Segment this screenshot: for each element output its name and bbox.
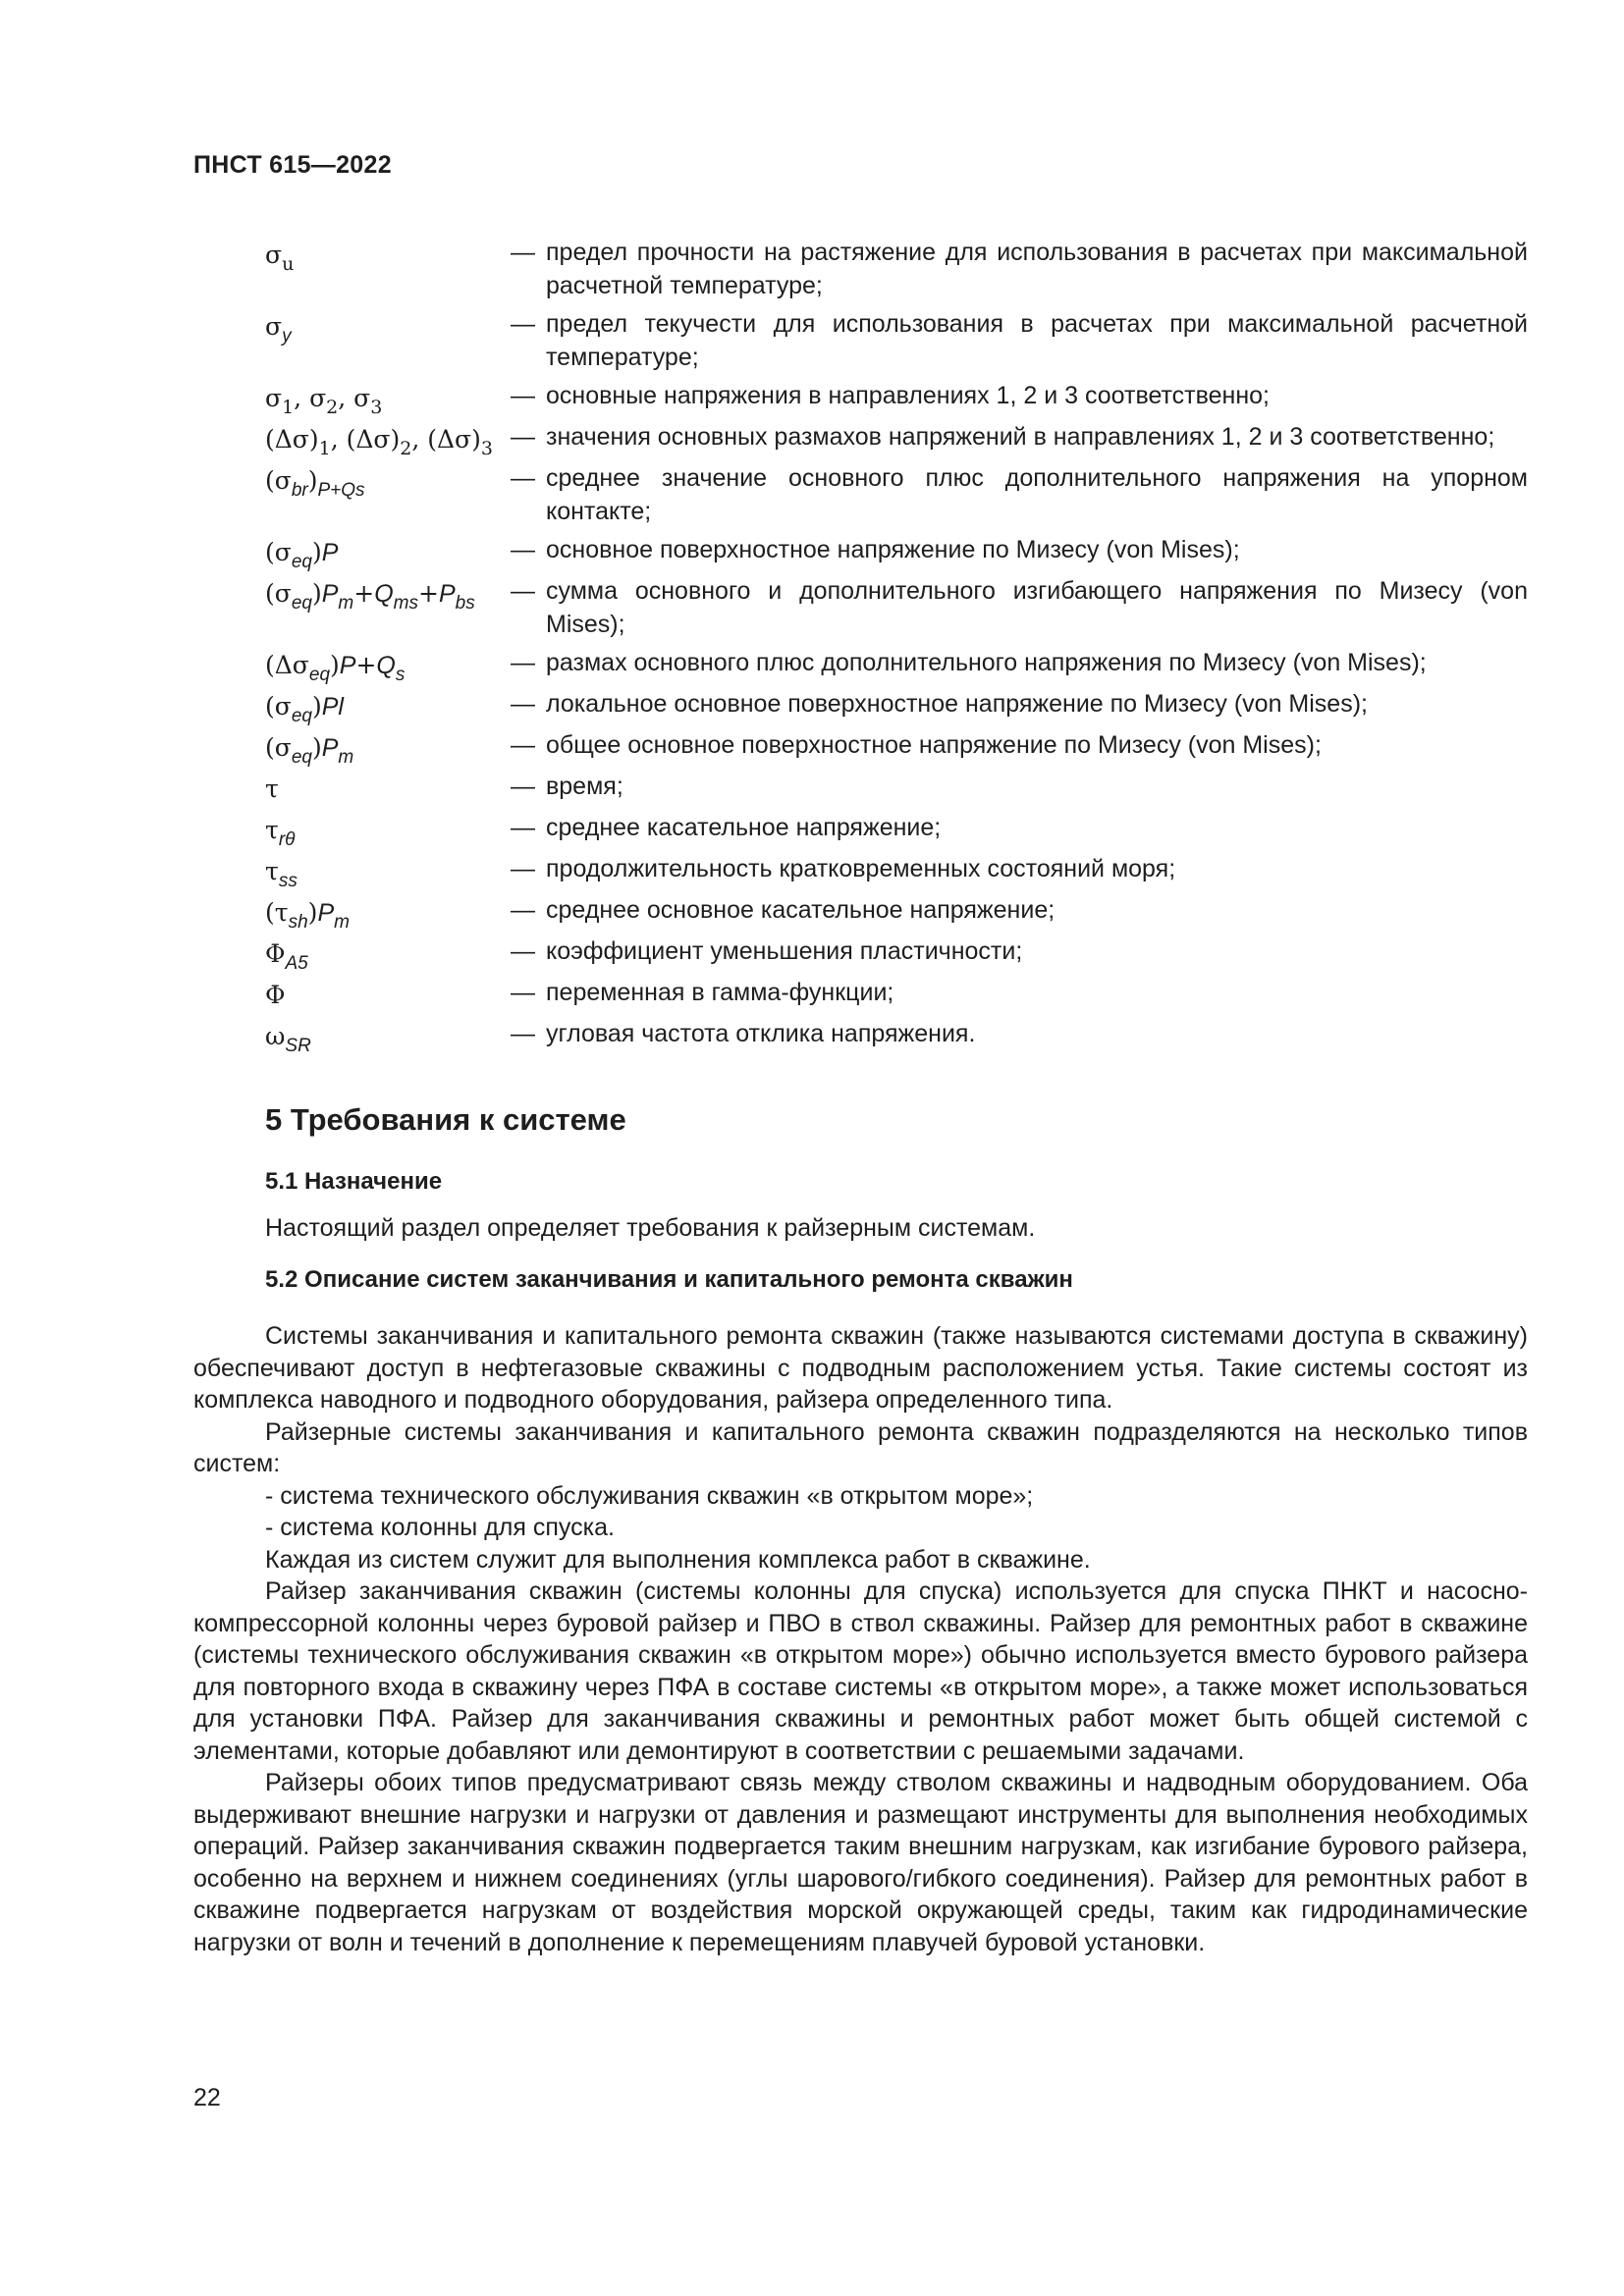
dash: — (511, 310, 535, 338)
symbol-row (265, 420, 1528, 459)
symbol-part: , (Δσ) (411, 425, 481, 454)
symbol-part: (Δσ) (265, 425, 319, 454)
symbol-row (265, 811, 1528, 850)
symbol-subscript: 2 (400, 438, 412, 459)
symbol-subscript: ms (393, 593, 418, 614)
symbol-part: Φ (265, 939, 286, 968)
symbol-row (265, 461, 1528, 528)
symbol-italic-part: Q (374, 580, 394, 608)
dash: — (511, 979, 535, 1006)
dash: — (511, 536, 535, 563)
dash: — (511, 464, 535, 492)
symbol-subscript: 3 (480, 438, 493, 459)
symbol (265, 934, 511, 974)
symbol-part: ) (311, 538, 322, 566)
symbol (265, 420, 511, 459)
symbol-part: , σ (294, 384, 327, 412)
symbol-subscript: 1 (282, 397, 295, 418)
symbol-subscript: sh (288, 912, 308, 933)
dash: — (511, 382, 535, 409)
symbol-part: (σ (265, 733, 292, 762)
symbol-part: ) (307, 466, 318, 495)
symbol-description: продолжительность кратковременных состояний моря; (546, 855, 1176, 882)
symbol (265, 852, 511, 891)
subsection-5-2-title: 5.2 Описание систем заканчивания и капитального ремонта скважин (265, 1266, 1073, 1293)
symbol-part: τ (265, 816, 279, 844)
symbol-row (265, 307, 1528, 374)
paragraph: Райзерные системы заканчивания и капитального ремонта скважин подразделяются на несколько типов систем: (193, 1417, 1528, 1477)
symbol-part: + (353, 579, 375, 608)
symbol-italic-part: Q (376, 652, 396, 679)
symbol-part: σ (265, 384, 283, 412)
symbol-description: угловая частота отклика напряжения. (546, 1020, 976, 1047)
symbol-part: τ (265, 857, 279, 885)
symbol: $\sigma_y$ (265, 312, 292, 347)
symbol-part: (σ (265, 466, 292, 495)
symbol-subscript: s (395, 665, 406, 685)
subsection-5-1-text: Настоящий раздел определяет требования к райзерным системам. (265, 1214, 1036, 1242)
symbol-part: (σ (265, 579, 292, 608)
symbol-subscript: 1 (318, 438, 331, 459)
symbol-subscript: y (282, 326, 292, 347)
symbol (265, 976, 511, 1012)
symbol-row (265, 728, 1528, 768)
symbol-part: (σ (265, 692, 292, 721)
symbol (265, 533, 511, 572)
dash: — (511, 855, 535, 882)
symbol-italic-part: P (317, 899, 335, 927)
symbol-subscript: ss (278, 871, 298, 891)
symbol-description: основные напряжения в направлениях 1, 2 и 3 соответственно; (546, 382, 1270, 409)
subsection-5-1-title: 5.1 Назначение (265, 1168, 443, 1195)
symbol-description: время; (546, 773, 623, 800)
symbol-subscript: m (334, 912, 350, 933)
symbol (265, 893, 511, 933)
symbol-row (265, 236, 1528, 302)
symbol-subscript: bs (455, 593, 475, 614)
symbol-row (265, 852, 1528, 891)
symbol: $\sigma_u$ (265, 240, 295, 275)
symbol-subscript: 2 (326, 397, 339, 418)
symbol-description: среднее основное касательное напряжение; (546, 896, 1056, 924)
dash: — (511, 731, 535, 759)
symbol-row (265, 1017, 1528, 1056)
symbol-part: + (355, 651, 377, 679)
symbol-description: коэффициент уменьшения пластичности; (546, 937, 1023, 965)
list-item: - система технического обслуживания скважин «в открытом море»; (265, 1481, 1034, 1510)
section-5-title: 5 Требования к системе (265, 1102, 626, 1137)
dash: — (511, 1020, 535, 1047)
symbol-italic-part: P (321, 580, 339, 608)
symbol-part: , σ (338, 384, 371, 412)
symbol-part: (Δσ (265, 651, 309, 679)
symbol-description: значения основных размахов напряжений в направлениях 1, 2 и 3 соответственно; (546, 423, 1495, 451)
symbol-part: + (417, 579, 439, 608)
dash: — (511, 239, 535, 266)
symbol-part: ω (265, 1022, 286, 1050)
symbol-subscript: eq (308, 665, 331, 685)
paragraph: Райзеры обоих типов предусматривают связь между стволом скважины и надводным оборудованием. Оба выдерживают внешние нагрузки и нагрузки от давления и размещают инструменты для выполнения необходимых операций. Райзер заканчивания скважин подвергается таким внешним нагрузкам, как изгибание бурового райзера, особенно на верхнем и нижнем соединениях (углы шарового/гибкого соединения). Райзер для ремонтных работ в скважине подвергается нагрузкам от воздействия морской окружающей среды, таким как гидродинамические нагрузки от волн и течений в дополнение к перемещениям плавучей буровой установки. (193, 1769, 1528, 1956)
symbol-subscript: 3 (370, 397, 383, 418)
symbol-part: Φ (265, 981, 286, 1009)
symbol-italic-part: P (438, 580, 456, 608)
symbol-description: предел текучести для использования в расчетах при максимальной расчетной температуре; (546, 310, 1528, 371)
symbol-row (265, 934, 1528, 974)
symbol-italic-part: Pl (321, 693, 344, 721)
symbol-subscript: P+Qs (317, 480, 365, 501)
symbol-description: сумма основного и дополнительного изгибающего напряжения по Мизесу (von Mises); (546, 577, 1528, 638)
dash: — (511, 896, 535, 924)
symbol-description: основное поверхностное напряжение по Мизесу (von Mises); (546, 536, 1240, 563)
symbol-part: ) (311, 692, 322, 721)
symbol-part: , (Δσ) (330, 425, 401, 454)
symbol (265, 574, 511, 614)
symbol-description: среднее касательное напряжение; (546, 814, 942, 841)
dash: — (511, 577, 535, 605)
subsection-5-2-body (193, 1320, 1528, 1958)
symbol-description: предел прочности на растяжение для использования в расчетах при максимальной расчетной температуре; (546, 239, 1528, 299)
symbol-italic-part: P (321, 539, 339, 566)
symbol (265, 811, 511, 850)
symbol-row (265, 574, 1528, 641)
dash: — (511, 649, 535, 676)
symbol-subscript: rθ (278, 829, 296, 850)
symbol-row (265, 533, 1528, 572)
symbol-part: ) (311, 733, 322, 762)
paragraph: Райзер заканчивания скважин (системы колонны для спуска) используется для спуска ПНКТ и насосно-компрессорной колонны через буровой райзер и ПВО в ствол скважины. Райзер для ремонтных работ в скважине (системы технического обслуживания скважин «в открытом море») обычно используется вместо бурового райзера для повторного входа в скважину через ПФА в составе системы «в открытом море», а также может использоваться для установки ПФА. Райзер для заканчивания скважины и ремонтных работ может быть общей системой с элементами, которые добавляют или демонтируют в соответствии с решаемыми задачами. (193, 1577, 1528, 1765)
symbol-description: размах основного плюс дополнительного напряжения по Мизесу (von Mises); (546, 649, 1427, 676)
dash: — (511, 690, 535, 718)
symbol-part: (τ (265, 898, 289, 927)
symbol-subscript: eq (291, 706, 312, 726)
symbol (265, 770, 511, 806)
paragraph: Каждая из систем служит для выполнения комплекса работ в скважине. (265, 1545, 1091, 1574)
symbol-row (265, 770, 1528, 806)
dash: — (511, 773, 535, 800)
symbol-row (265, 976, 1528, 1012)
symbol-italic-part: P (339, 652, 356, 679)
page-number: 22 (193, 2084, 221, 2111)
symbol-subscript: m (338, 593, 354, 614)
symbol-subscript: m (338, 747, 354, 768)
symbol-subscript: u (282, 253, 295, 275)
symbol-row (265, 893, 1528, 933)
symbol-part: (σ (265, 538, 292, 566)
symbol (265, 646, 511, 685)
list-item: - система колонны для спуска. (265, 1514, 615, 1541)
symbol-row (265, 379, 1528, 418)
symbol-italic-part: P (321, 734, 339, 762)
symbol-row (265, 646, 1528, 685)
dash: — (511, 814, 535, 841)
symbol-description: общее основное поверхностное напряжение по Мизесу (von Mises); (546, 731, 1322, 759)
symbol-part: ) (311, 579, 322, 608)
symbol-subscript: eq (291, 747, 312, 768)
symbol-subscript: SR (285, 1036, 311, 1056)
symbol (265, 728, 511, 768)
symbol (265, 379, 511, 418)
symbol-subscript: A5 (285, 953, 308, 974)
symbol-subscript: eq (291, 552, 312, 572)
symbol-row (265, 687, 1528, 726)
symbol-list (265, 236, 1528, 1058)
symbol-part: τ (265, 774, 279, 803)
symbol-description: переменная в гамма-функции; (546, 979, 894, 1006)
symbol (265, 461, 511, 501)
symbol-part: ) (330, 651, 340, 679)
symbol-part: ) (307, 898, 318, 927)
symbol-description: локальное основное поверхностное напряжение по Мизесу (von Mises); (546, 690, 1368, 718)
symbol (265, 687, 511, 726)
dash: — (511, 423, 535, 451)
dash: — (511, 937, 535, 965)
symbol-subscript: eq (291, 593, 312, 614)
document-id-header: ПНСТ 615—2022 (193, 151, 392, 179)
symbol (265, 1017, 511, 1056)
symbol-description: среднее значение основного плюс дополнительного напряжения на упорном контакте; (546, 464, 1528, 525)
paragraph: Системы заканчивания и капитального ремонта скважин (также называются системами доступа в скважину) обеспечивают доступ в нефтегазовые скважины с подводным расположением устья. Такие системы состоят из комплекса наводного и подводного оборудования, райзера определенного типа. (193, 1322, 1528, 1414)
symbol-subscript: br (291, 480, 308, 501)
